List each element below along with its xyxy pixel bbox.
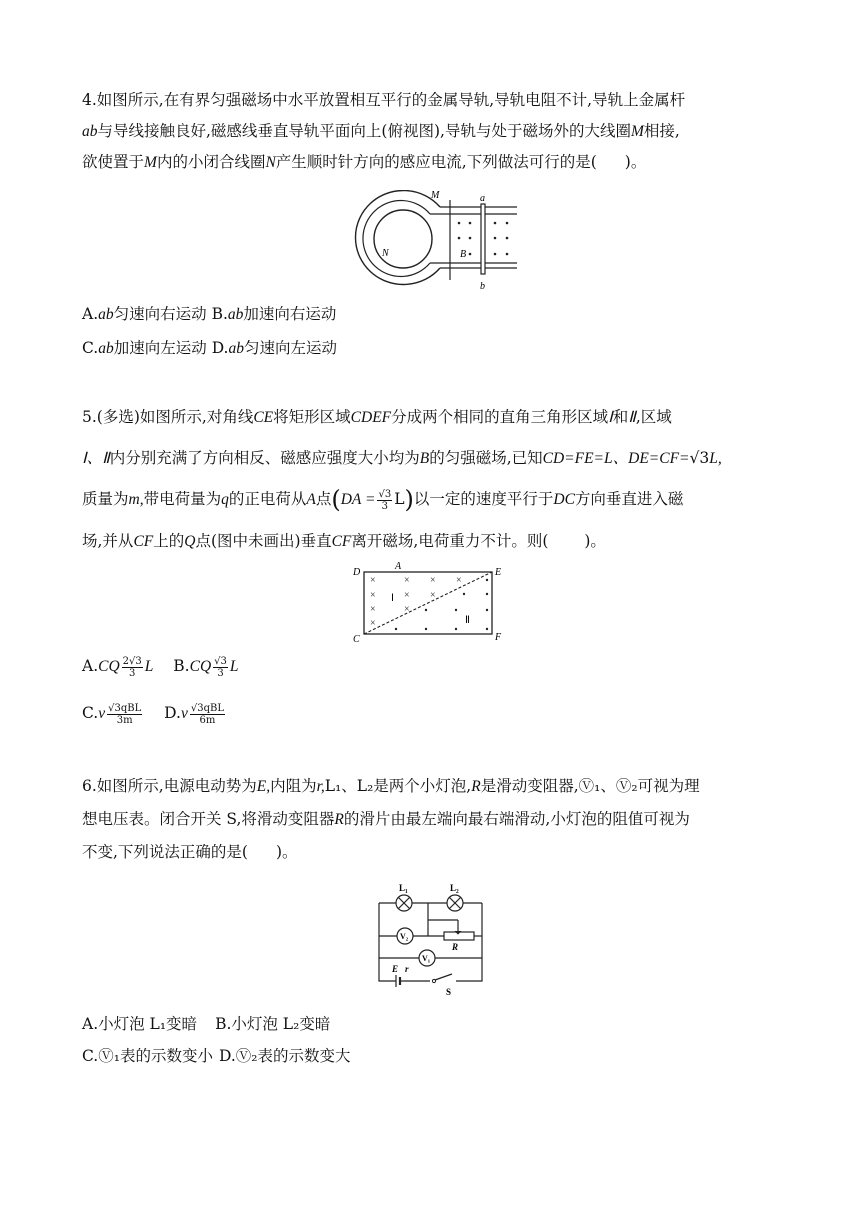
svg-text:×: × [370,618,376,629]
q6-options-row-1: A.小灯泡 L₁变暗 B.小灯泡 L₂变暗 [82,1015,331,1033]
rod-ab [481,204,485,274]
label-e: E [392,964,399,974]
q6-options-row-2: C.Ⓥ₁表的示数变小 D.Ⓥ₂表的示数变大 [82,1047,351,1065]
q4-options-row-1: A.ab匀速向右运动 B.ab加速向右运动 [82,305,337,323]
label-r-rheostat: R [452,942,459,952]
label-a: A [395,561,402,572]
q5-opt-b-fraction: $\frac{√3}{3}$ [214,655,227,679]
svg-text:×: × [430,590,436,601]
svg-text:×: × [404,575,410,586]
q5-da-fraction: $\frac{√3}{3}$ [378,488,392,512]
q6-line-2: 想电压表。闭合开关 S,将滑动变阻器R的滑片由最左端向最右端滑动,小灯泡的阻值可视为 [82,810,690,828]
svg-text:×: × [430,575,436,586]
q5-opt-c-fraction: $\frac{\text{√3qBL}}{3m}$ [108,702,142,726]
q5-figure [352,560,512,644]
question-6 [82,770,782,869]
label-b: b [480,281,485,292]
q5-opt-a-fraction: $\frac{2√3}{3}$ [122,655,142,679]
label-region-ii: Ⅱ [465,615,470,626]
label-f: F [495,632,502,643]
label-a: a [480,193,485,204]
field-crosses [370,575,462,629]
question-4 [82,85,782,178]
q6-circuit-figure [370,878,490,998]
big-coil-outer [355,191,440,285]
switch-icon [430,974,456,984]
label-c: C [353,634,360,644]
question-5 [82,397,782,562]
label-m: M [431,190,440,201]
lamp-l2-icon [447,895,463,911]
svg-text:×: × [456,575,462,586]
q5-options-row-2: C.v $\frac{\text{√3qBL}}{3m}$ D.v $\frac{\text{√3qBL}}{6m}$ [82,702,224,726]
q4-line-3: 欲使置于M内的小闭合线圈N产生顺时针方向的感应电流,下列做法可行的是( )。 [82,153,647,171]
q5-line-2: Ⅰ、Ⅱ内分别充满了方向相反、磁感应强度大小均为B的匀强磁场,已知CD=FE=L、DE=CF=√3L, [82,449,722,467]
big-coil-inner [363,201,430,277]
svg-text:×: × [404,604,410,615]
label-d: D [353,567,361,578]
battery-icon [396,975,400,987]
q5-opt-d-fraction: $\frac{\text{√3qBL}}{6m}$ [190,702,224,726]
q5-line-1: 5.(多选)如图所示,对角线CE将矩形区域CDEF分成两个相同的直角三角形区域Ⅰ和Ⅱ,区域 [82,408,672,426]
label-e: E [495,567,502,578]
label-v1: V₁ [422,954,431,963]
q4-number: 4. [82,91,97,109]
q5-options-row-1: A.CQ $\frac{2√3}{3}$ L B.CQ $\frac{√3}{3}$ L [82,655,239,679]
label-r-internal: r [405,964,409,974]
q4-figure [345,190,520,292]
svg-text:×: × [370,604,376,615]
label-s: S [446,987,452,997]
q4-options-row-2: C.ab加速向左运动 D.ab匀速向左运动 [82,339,338,357]
diagonal-ce [364,572,492,634]
q5-line-3: 质量为m,带电荷量为q的正电荷从A点(DA = $\frac{√3}{3}$ L)以一定的速度平行于DC方向垂直进入磁 [82,485,684,514]
label-n: N [382,248,389,259]
label-l2: L₂ [450,883,459,893]
label-field-b: B [460,249,467,260]
svg-text:×: × [370,590,376,601]
svg-text:×: × [370,575,376,586]
label-l1: L₁ [399,883,408,893]
label-region-i: Ⅰ [391,593,394,604]
q6-line-1: 6.如图所示,电源电动势为E,内阻为r,L₁、L₂是两个小灯泡,R是滑动变阻器,Ⓥ₁、Ⓥ₂可视为理 [82,777,700,795]
q5-line-4: 场,并从CF上的Q点(图中未画出)垂直CF离开磁场,电荷重力不计。则( )。 [82,531,606,550]
small-coil-n [374,210,432,268]
q4-line-1: 4.如图所示,在有界匀强磁场中水平放置相互平行的金属导轨,导轨电阻不计,导轨上金属杆 [82,91,686,109]
lamp-l1-icon [396,895,412,911]
label-v2: V₂ [400,932,409,941]
q4-line-2: ab与导线接触良好,磁感线垂直导轨平面向上(俯视图),导轨与处于磁场外的大线圈M相接, [82,122,680,140]
q6-line-3: 不变,下列说法正确的是( )。 [82,843,298,861]
svg-text:×: × [404,590,410,601]
